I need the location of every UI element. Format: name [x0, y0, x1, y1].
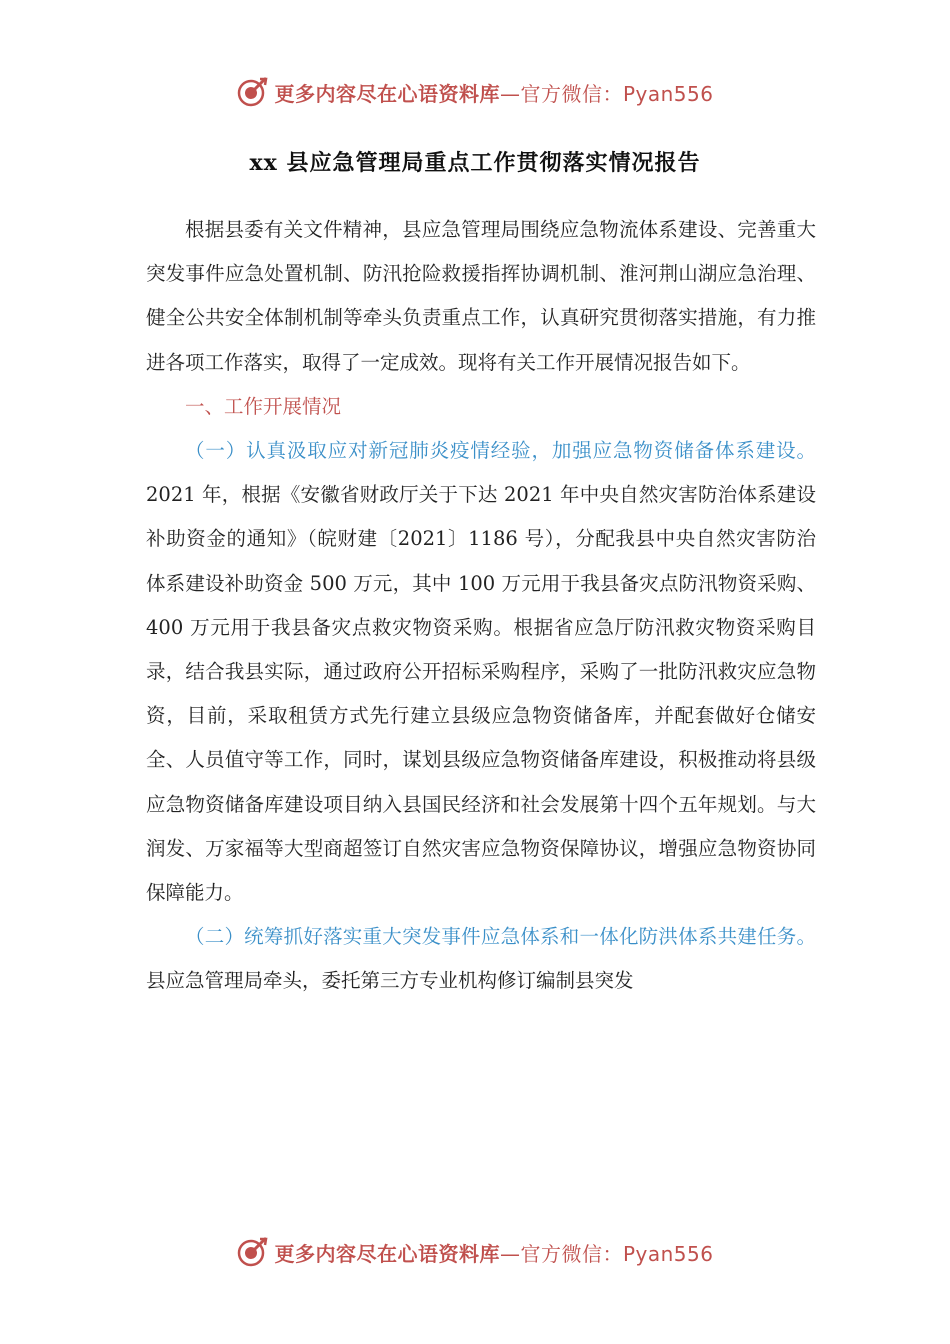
item-lead: （一）认真汲取应对新冠肺炎疫情经验，加强应急物资储备体系建设。	[185, 439, 816, 463]
intro-paragraph: 根据县委有关文件精神，县应急管理局围绕应急物流体系建设、完善重大突发事件应急处置机制、防汛抢险救援指挥协调机制、淮河荆山湖应急治理、健全公共安全体制机制等牵头负责重点工作，认真研究贯彻落实措施，有力推进各项工作落实，取得了一定成效。现将有关工作开展情况报告如下。	[146, 218, 816, 374]
item-lead: （二）统筹抓好落实重大突发事件应急体系和一体化防洪体系共建任务。	[185, 925, 816, 949]
item-body: 县应急管理局牵头，委托第三方专业机构修订编制县突发	[146, 969, 634, 993]
footer-banner	[0, 1232, 950, 1272]
banner-text: 更多内容尽在心语资料库—官方微信：Pyan556	[274, 81, 714, 106]
banner-text: 更多内容尽在心语资料库—官方微信：Pyan556	[274, 1241, 714, 1266]
item-body: 2021 年，根据《安徽省财政厅关于下达 2021 年中央自然灾害防治体系建设补助资金的通知》（皖财建〔2021〕1186 号），分配我县中央自然灾害防治体系建设补助资金 500 万元，其中 100 万元用于我县备灾点防汛物资采购、400 万元用于我县备灾点救灾物资采购。根据省应急厅防汛救灾物资采购目录，结合我县实际，通过政府公开招标采购程序，采购了一批防汛救灾应急物资，目前，采取租赁方式先行建立县级应急物资储备库，并配套做好仓储安全、人员值守等工作，同时，谋划县级应急物资储备库建设，积极推动将县级应急物资储备库建设项目纳入县国民经济和社会发展第十四个五年规划。与大润发、万家福等大型商超签订自然灾害应急物资保障协议，增强应急物资协同保障能力。	[146, 483, 816, 905]
brand-logo-icon	[236, 1236, 268, 1268]
section-item-paragraph	[146, 915, 816, 1003]
section-heading: 一、工作开展情况	[185, 394, 342, 418]
document-title: xx 县应急管理局重点工作贯彻落实情况报告	[249, 150, 701, 176]
section-item-paragraph	[146, 429, 816, 915]
brand-logo-icon	[236, 76, 268, 108]
header-banner	[0, 72, 950, 112]
document-body	[146, 208, 816, 1004]
